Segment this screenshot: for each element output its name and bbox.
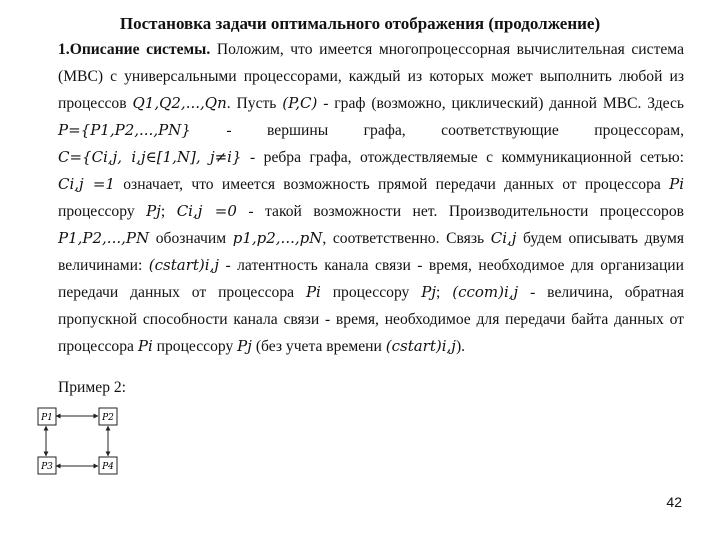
svg-text:P2: P2 xyxy=(102,413,114,423)
text-segment: - вершины графа, соответствующие процессорам, xyxy=(190,122,684,139)
formula-cij: Ci,j xyxy=(490,229,517,247)
text-segment: - латентность канала связи - время, необходимое для организации передачи данных от процессора xyxy=(58,257,684,301)
text-segment: процессору xyxy=(152,338,238,355)
system-description xyxy=(58,36,684,360)
formula-edges: C={Ci,j, i,j∈[1,N], j≠i} xyxy=(58,148,242,166)
text-segment: обозначим xyxy=(149,230,233,247)
text-segment: Положим, что имеется многопроцессорная вычислительная система (МВС) с универсальными процессорами, каждый из которых может выполнить любой из процессов xyxy=(58,41,684,112)
text-segment: . Пусть xyxy=(226,95,283,112)
text-segment: будем описывать двумя величинами: xyxy=(58,230,684,274)
formula-processor-list: P1,P2,...,PN xyxy=(58,229,150,247)
text-segment: ; xyxy=(160,203,177,220)
text-segment: ). xyxy=(455,338,466,355)
formula-vertices: P={P1,P2,...,PN} xyxy=(58,121,191,139)
text-segment: ; xyxy=(435,284,453,301)
text-segment: - граф (возможно, циклический) данной МВС. Здесь xyxy=(317,95,685,112)
svg-text:P3: P3 xyxy=(41,462,53,472)
text-segment: означает, что имеется возможность прямой передачи данных от процессора xyxy=(114,176,670,193)
formula-q: Q1,Q2,...,Qn xyxy=(132,94,227,112)
formula-performance-list: p1,p2,...,pN xyxy=(232,229,323,247)
formula-c-com: (ccom)i,j xyxy=(452,283,519,301)
formula-pj: Pj xyxy=(237,337,252,355)
formula-graph: (P,C) xyxy=(282,94,318,112)
formula-c-one: Ci,j =1 xyxy=(58,175,115,193)
formula-pi: Pi xyxy=(305,283,321,301)
graph-node-p1 xyxy=(38,408,56,425)
text-segment: - ребра графа, отождествляемые с коммуникационной сетью: xyxy=(241,149,684,166)
formula-pj: Pj xyxy=(146,202,161,220)
processor-graph-diagram xyxy=(34,404,134,486)
svg-text:P1: P1 xyxy=(41,413,53,423)
text-segment: процессору xyxy=(58,203,147,220)
graph-node-p3 xyxy=(38,457,56,474)
section-heading: 1.Описание системы. xyxy=(58,41,211,58)
slide-title: Постановка задачи оптимального отображения (продолжение) xyxy=(119,14,601,33)
formula-pi: Pi xyxy=(669,175,684,193)
formula-c-start: (cstart)i,j xyxy=(148,256,219,274)
formula-c-start: (cstart)i,j xyxy=(385,337,456,355)
graph-node-p4 xyxy=(99,457,117,474)
example-label: Пример 2: xyxy=(58,379,127,396)
svg-text:P4: P4 xyxy=(102,462,114,472)
graph-node-p2 xyxy=(99,408,117,425)
text-segment: - величина, обратная пропускной способности канала связи - время, необходимое для передачи байта данных от процессора xyxy=(58,284,685,355)
text-segment: (без учета времени xyxy=(251,338,386,355)
text-segment: - такой возможности нет. Производительности процессоров xyxy=(236,203,684,220)
page-number: 42 xyxy=(666,494,682,510)
text-segment: процессору xyxy=(320,284,422,301)
formula-pi: Pi xyxy=(137,337,153,355)
text-segment: , соответственно. Связь xyxy=(322,230,491,247)
formula-pj: Pj xyxy=(421,283,436,301)
formula-c-zero: Ci,j =0 xyxy=(176,202,237,220)
